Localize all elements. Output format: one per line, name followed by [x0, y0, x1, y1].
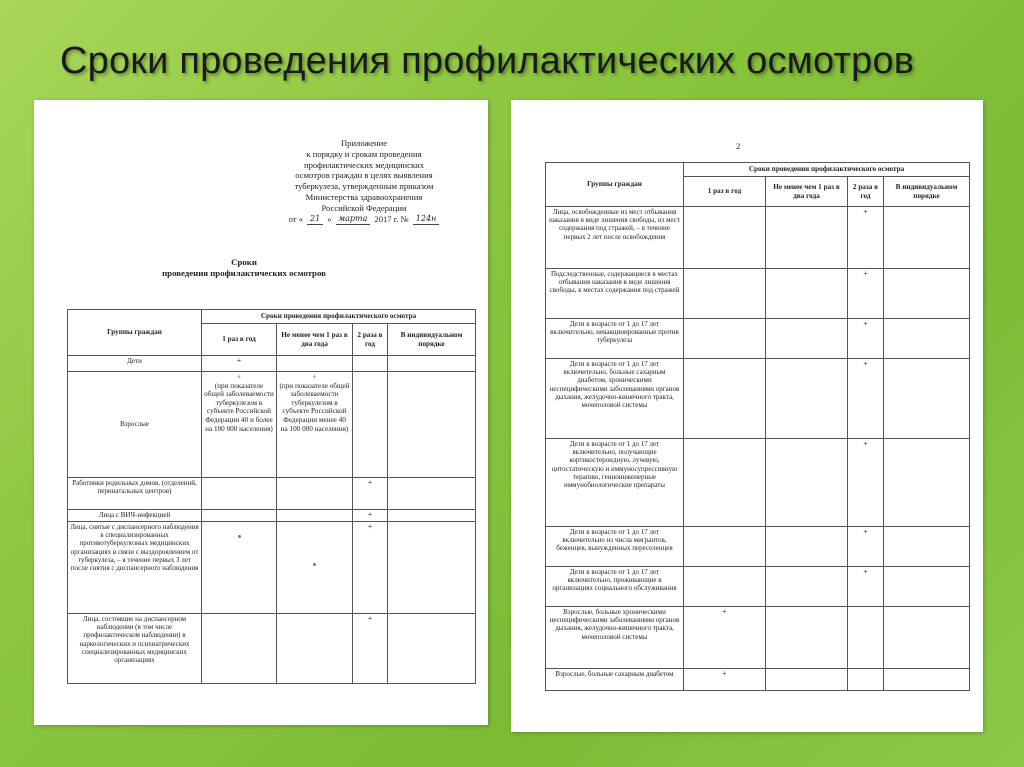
- cell: [684, 319, 766, 359]
- col-header: 1 раз в год: [202, 324, 277, 356]
- cell: [766, 527, 848, 567]
- date-day: 21: [307, 214, 323, 226]
- group-header: Группы граждан: [68, 310, 202, 356]
- appendix-line: к порядку и срокам проведения: [306, 148, 422, 159]
- table-row: [546, 269, 970, 319]
- cell: [353, 356, 388, 372]
- cell: [766, 359, 848, 439]
- cell: [202, 522, 277, 614]
- cell: [684, 269, 766, 319]
- cell: [202, 510, 277, 522]
- cell: [684, 567, 766, 607]
- col-header: Не менее чем 1 раз в два года: [766, 177, 848, 207]
- cell: [766, 439, 848, 527]
- cell: [884, 359, 970, 439]
- slide-title: Сроки проведения профилактических осмотров: [60, 40, 915, 82]
- cell: +: [848, 359, 884, 439]
- col-header: 2 раза в год: [353, 324, 388, 356]
- date-month: марта: [336, 214, 371, 226]
- cell: +: [684, 669, 766, 691]
- cell: [388, 478, 476, 510]
- cell: [884, 607, 970, 669]
- cell: [388, 522, 476, 614]
- cell: [884, 567, 970, 607]
- cell: [277, 510, 353, 522]
- cell: [766, 669, 848, 691]
- table-row: [68, 356, 476, 372]
- group-cell: Лица, состоящие на диспансерном наблюдении (в том числе профилактическом наблюдении) в наркологических и психиатрических специализированных медицинских организациях: [68, 614, 202, 684]
- order-number: 124н: [413, 214, 440, 226]
- cell: +: [848, 319, 884, 359]
- cell: [766, 567, 848, 607]
- group-cell: Дети: [68, 356, 202, 372]
- cell: [884, 527, 970, 567]
- table-row: [546, 607, 970, 669]
- cell: +: [848, 527, 884, 567]
- col-header: Не менее чем 1 раз в два года: [277, 324, 353, 356]
- group-cell: Лица с ВИЧ-инфекцией: [68, 510, 202, 522]
- group-cell: Работники родильных домов, (отделений, перинатальных центров): [68, 478, 202, 510]
- cell: [766, 319, 848, 359]
- col-header: 2 раза в год: [848, 177, 884, 207]
- cell: +: [353, 478, 388, 510]
- cell: + (при показателе общей заболеваемости туберкулезом в субъекте Российской Федерации 40 и более на 100 000 населения): [202, 372, 277, 478]
- table-row: [68, 522, 476, 614]
- table-row: [68, 510, 476, 522]
- group-cell: Дети в возрасте от 1 до 17 лет включительно из числа мигрантов, беженцев, вынужденных переселенцев: [546, 527, 684, 567]
- cell: +: [848, 269, 884, 319]
- group-cell: Подследственные, содержащиеся в местах отбывания наказания в виде лишения свободы, в местах содержания под стражей: [546, 269, 684, 319]
- group-cell: Взрослые, больные хроническими неспецифическими заболеваниями органов дыхания, желудочно-кишечного тракта, мочеполовой системы: [546, 607, 684, 669]
- table-row: [546, 207, 970, 269]
- table-row: [68, 614, 476, 684]
- cell: [277, 522, 353, 614]
- cell: [848, 607, 884, 669]
- cell: +: [353, 614, 388, 684]
- period-header: Сроки проведения профилактического осмотра: [684, 163, 970, 177]
- group-cell: Лица, освобожденные из мест отбывания наказания в виде лишения свободы, из мест содержания под стражей, – в течение первых 2 лет после освобождения: [546, 207, 684, 269]
- cell: [353, 372, 388, 478]
- col-header: 1 раз в год: [684, 177, 766, 207]
- table-row: [546, 319, 970, 359]
- cell: +: [848, 567, 884, 607]
- cell: [277, 356, 353, 372]
- group-cell: Дети в возрасте от 1 до 17 лет включительно, проживающие в организациях социального обслуживания: [546, 567, 684, 607]
- appendix-line: осмотров граждан в целях выявления: [295, 170, 433, 181]
- cell: [684, 359, 766, 439]
- cell: [766, 269, 848, 319]
- appendix-line: туберкулеза, утвержденным приказом: [294, 181, 434, 192]
- cell: +: [684, 607, 766, 669]
- cell: [388, 372, 476, 478]
- document-page-right: [511, 100, 983, 732]
- appendix-line: Российской Федерации: [321, 202, 407, 213]
- col-header: В индивидуальном порядке: [388, 324, 476, 356]
- group-cell: Взрослые, больные сахарным диабетом: [546, 669, 684, 691]
- appendix-block: [264, 138, 464, 225]
- period-header: Сроки проведения профилактического осмотра: [202, 310, 476, 324]
- table-row: [546, 439, 970, 527]
- table-row: [546, 669, 970, 691]
- table-row: [546, 359, 970, 439]
- group-cell: Дети в возрасте от 1 до 17 лет включительно, больные сахарным диабетом, хроническими неспецифическими заболеваниями органов дыхания, желудочно-кишечного тракта, мочеполовой системы: [546, 359, 684, 439]
- document-page-left: [34, 100, 488, 725]
- document-title-line: Сроки: [231, 257, 257, 267]
- cell: [848, 669, 884, 691]
- cell: [884, 207, 970, 269]
- cell: [684, 439, 766, 527]
- cell: +: [848, 207, 884, 269]
- cell: [388, 510, 476, 522]
- document-title: [154, 257, 334, 278]
- group-cell: Дети в возрасте от 1 до 17 лет включительно, невакцинированные против туберкулеза: [546, 319, 684, 359]
- group-cell: Лица, снятые с диспансерного наблюдения в специализированных противотуберкулезных медицинских организациях в связи с выздоровлением от туберкулеза, – в течение первых 3 лет после снятия с диспансерного наблюдения: [68, 522, 202, 614]
- cell: [277, 614, 353, 684]
- table-row: [546, 527, 970, 567]
- group-header: Группы граждан: [546, 163, 684, 207]
- cell: [202, 614, 277, 684]
- appendix-line: профилактических медицинских: [303, 159, 425, 170]
- appendix-line: Министерства здравоохранения: [305, 191, 423, 202]
- cell: [684, 207, 766, 269]
- group-cell: Взрослые: [68, 372, 202, 478]
- page-number: 2: [736, 141, 741, 151]
- table-row: [68, 478, 476, 510]
- appendix-line: Приложение: [340, 138, 388, 148]
- cell: +: [353, 522, 388, 614]
- cell: + (при показателе общей заболеваемости туберкулезом в субъекте Российской Федерации менее 40 на 100 000 населения): [277, 372, 353, 478]
- cell: [388, 614, 476, 684]
- cell: [202, 478, 277, 510]
- cell: [884, 269, 970, 319]
- cell: [684, 527, 766, 567]
- scan-smudge: [238, 535, 241, 538]
- schedule-table-right: [545, 162, 970, 691]
- cell: [766, 607, 848, 669]
- table-row: [546, 567, 970, 607]
- cell: [884, 669, 970, 691]
- schedule-table-left: [67, 309, 476, 684]
- cell: [766, 207, 848, 269]
- date-prefix: от «: [288, 213, 304, 224]
- col-header: В индивидуальном порядке: [884, 177, 970, 207]
- group-cell: Дети в возрасте от 1 до 17 лет включительно, получающие кортикостероидную, лучевую, цитостатическую и иммуносупрессивную терапию, генноинженерные иммунобиологические препараты: [546, 439, 684, 527]
- cell: +: [848, 439, 884, 527]
- cell: +: [353, 510, 388, 522]
- cell: [884, 439, 970, 527]
- date-year: 2017 г. №: [374, 213, 409, 224]
- cell: [884, 319, 970, 359]
- cell: +: [202, 356, 277, 372]
- order-date-line: [264, 214, 464, 226]
- cell: [388, 356, 476, 372]
- cell: [277, 478, 353, 510]
- document-title-line: проведения профилактических осмотров: [162, 267, 326, 278]
- table-row: [68, 372, 476, 478]
- scan-smudge: [313, 563, 316, 566]
- date-mid: »: [327, 213, 332, 224]
